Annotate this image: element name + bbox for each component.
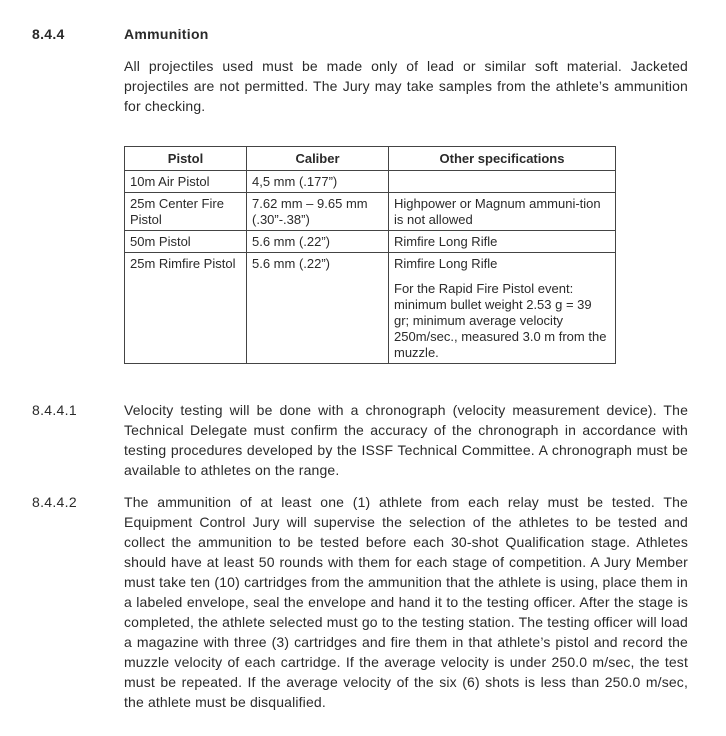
cell-pistol: 25m Center Fire Pistol	[125, 193, 247, 231]
header-caliber: Caliber	[247, 147, 389, 171]
cell-pistol: 10m Air Pistol	[125, 171, 247, 193]
cell-spec: Highpower or Magnum ammuni-tion is not allowed	[389, 193, 616, 231]
cell-caliber: 5.6 mm (.22”)	[247, 231, 389, 253]
cell-caliber: 7.62 mm – 9.65 mm (.30”-.38”)	[247, 193, 389, 231]
section-title: Ammunition	[124, 26, 209, 42]
section-intro: All projectiles used must be made only of lead or similar soft material. Jacketed projectiles are not permitted. The Jury may take samples from the athlete’s ammunition for checking.	[124, 58, 688, 114]
table-row	[125, 171, 616, 193]
cell-caliber: 5.6 mm (.22”)	[247, 253, 389, 364]
cell-pistol: 50m Pistol	[125, 231, 247, 253]
cell-spec-note: For the Rapid Fire Pistol event: minimum bullet weight 2.53 g = 39 gr; minimum average velocity 250m/sec., measured 3.0 m from the muzzle.	[394, 281, 607, 360]
cell-spec: Rimfire Long Rifle	[389, 231, 616, 253]
ammunition-spec-table	[124, 146, 616, 364]
cell-caliber: 4,5 mm (.177”)	[247, 171, 389, 193]
header-other-specifications: Other specifications	[389, 147, 616, 171]
cell-spec	[389, 253, 616, 364]
cell-spec-text: Rimfire Long Rifle	[394, 256, 498, 271]
table-row	[125, 231, 616, 253]
section-number: 8.4.4	[32, 26, 65, 42]
table-header-row	[125, 147, 616, 171]
subsection-text: Velocity testing will be done with a chronograph (velocity measurement device). The Technical Delegate must confirm the accuracy of the chronograph in accordance with testing procedures developed by the ISSF Technical Committee. A chronograph must be available to athletes on the range.	[124, 402, 688, 478]
cell-spec	[389, 171, 616, 193]
table-row	[125, 253, 616, 364]
subsection-text: The ammunition of at least one (1) athlete from each relay must be tested. The Equipment Control Jury will supervise the selection of the athletes to be tested and collect the ammunition to be tested before each 30-shot Qualification stage. Athletes should have at least 50 rounds with them for each stage of competition. A Jury Member must take ten (10) cartridges from the ammunition that the athlete is using, place them in a labeled envelope, seal the envelope and hand it to the testing officer. After the stage is completed, the athlete selected must go to the testing station. The testing officer will load a magazine with three (3) cartridges and fire them in that athlete’s pistol and record the muzzle velocity of each cartridge. If the average velocity is under 250.0 m/sec, the test must be repeated. If the average velocity of the six (6) shots is less than 250.0 m/sec, the athlete must be disqualified.	[124, 494, 688, 710]
cell-pistol: 25m Rimfire Pistol	[125, 253, 247, 364]
subsection-number: 8.4.4.2	[32, 494, 77, 510]
subsection-number: 8.4.4.1	[32, 402, 77, 418]
table-row	[125, 193, 616, 231]
header-pistol: Pistol	[125, 147, 247, 171]
